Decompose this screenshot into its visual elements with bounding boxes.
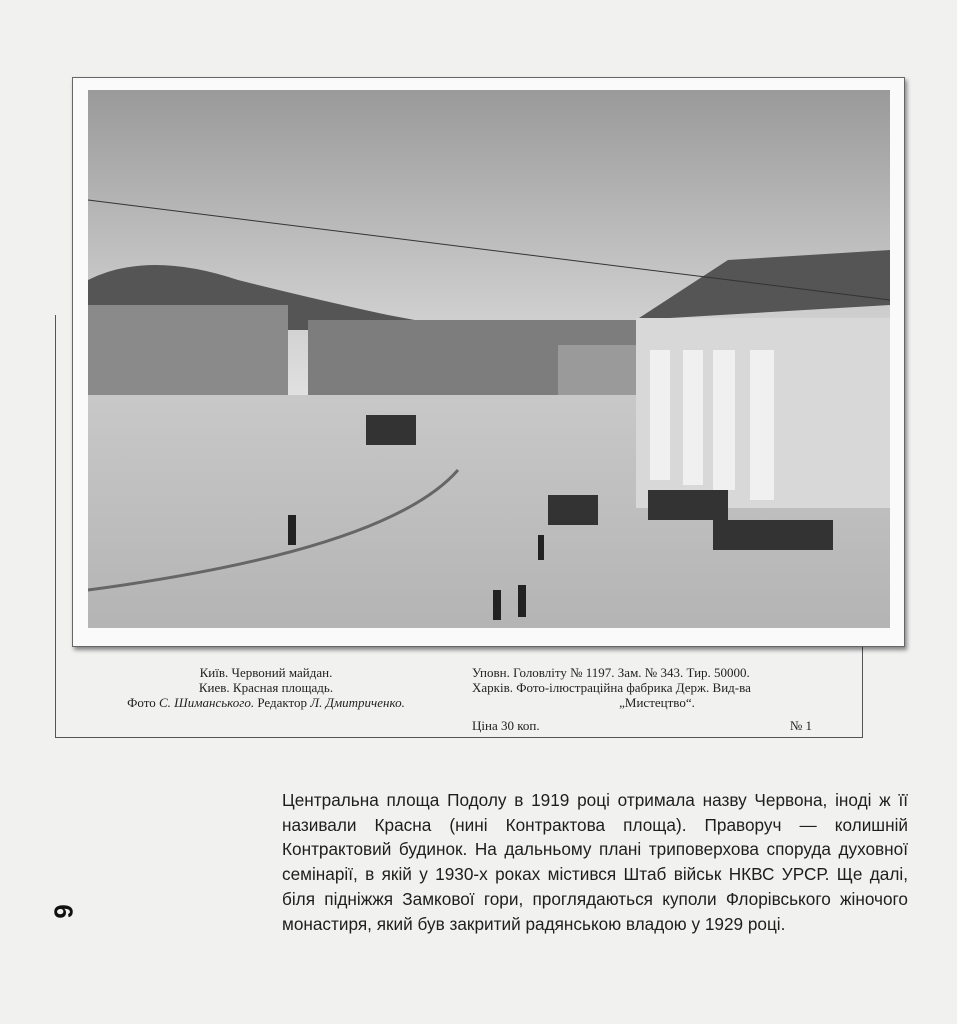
caption-print-info: Уповн. Головліту № 1197. Зам. № 343. Тир. 50000. (472, 665, 750, 680)
historic-square-photo (88, 90, 890, 628)
caption-number: № 1 (789, 718, 812, 733)
caption-left (86, 665, 446, 710)
photographer-name: С. Шиманського. (159, 695, 255, 710)
caption-right (472, 665, 842, 733)
caption-price: Ціна 30 коп. (472, 718, 540, 733)
page-number: 6 (48, 904, 79, 919)
editor-label: Редактор (254, 695, 311, 710)
caption-publisher: Харків. Фото-ілюстраційна фабрика Держ. Вид-ва (472, 680, 751, 695)
body-paragraph: Центральна площа Подолу в 1919 році отримала назву Червона, іноді ж її називали Красна (нині Контрактова площа). Праворуч — колишній Контрактовий будинок. На дальньому плані триповерхова споруда духовної семінарії, в якій у 1930-х роках містився Штаб військ НКВС УРСР. Ще далі, біля підніжжя Замкової гори, проглядаються куполи Флорівського жіночого монастиря, який був закритий радянською владою у 1929 році. (282, 790, 908, 934)
editor-name: Л. Дмитриченко. (310, 695, 405, 710)
caption-title-russian: Киев. Красная площадь. (198, 680, 334, 695)
photo-label: Фото (127, 695, 160, 710)
caption-title-ukrainian: Київ. Червоний майдан. (199, 665, 333, 680)
caption-credits (86, 695, 446, 710)
caption-publisher-name: „Мистецтво“. (619, 695, 695, 710)
